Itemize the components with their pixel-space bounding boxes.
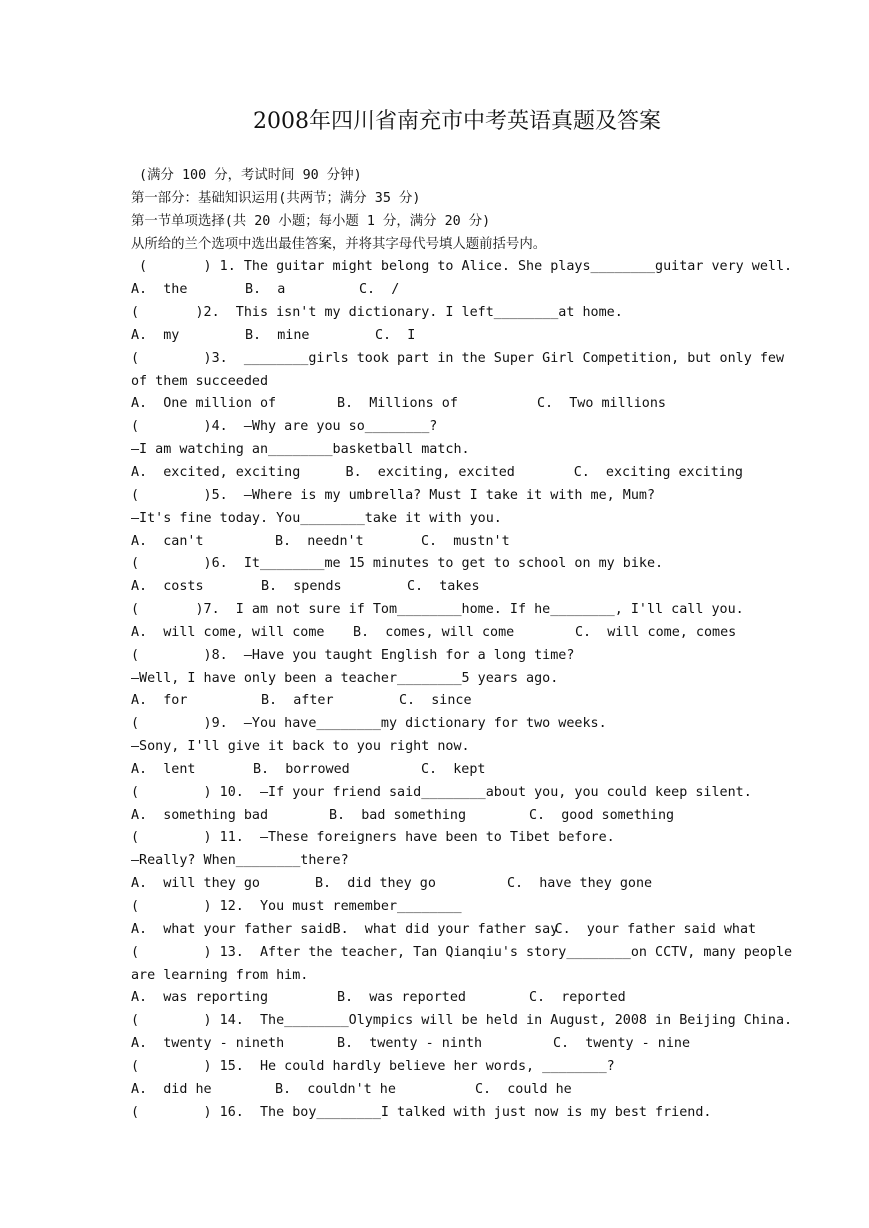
answer-option: B. borrowed [253, 761, 350, 777]
answer-options [131, 576, 743, 599]
question-stem: ( ) 14. The________Olympics will be held in August, 2008 in Beijing China. [131, 1013, 793, 1029]
answer-option: B. exciting, excited [345, 464, 515, 480]
question-stem: ( )2. This isn't my dictionary. I left________at home. [131, 305, 623, 321]
answer-options [131, 919, 757, 942]
question-stem: ( ) 16. The boy________I talked with just now is my best friend. [131, 1104, 712, 1120]
answer-option: A. something bad [131, 807, 269, 823]
question-stem: ( )8. —Have you taught English for a long time? [131, 647, 575, 663]
question-continuation: —It's fine today. You________take it with you. [131, 510, 502, 526]
answer-options [131, 462, 743, 485]
answer-option: C. will come, comes [575, 624, 737, 640]
answer-option: B. did they go [315, 876, 436, 892]
page-title: 2008年四川省南充市中考英语真题及答案 [253, 109, 661, 134]
answer-option: B. needn't [275, 533, 364, 549]
question-stem: ( ) 11. —These foreigners have been to Tibet before. [131, 830, 615, 846]
header-line: 第一部分：基础知识运用(共两节；满分 35 分) [131, 190, 421, 206]
answer-option: C. have they gone [507, 876, 653, 892]
question-continuation: —I am watching an________basketball match. [131, 442, 470, 458]
answer-option: C. takes [407, 579, 480, 595]
answer-option: C. twenty - nine [553, 1036, 691, 1052]
answer-option: A. was reporting [131, 990, 269, 1006]
question-continuation: are learning from him. [131, 967, 309, 983]
answer-option: C. your father said what [554, 921, 757, 937]
answer-options [131, 622, 743, 645]
answer-options [131, 759, 743, 782]
question-stem: ( )9. —You have________my dictionary for two weeks. [131, 716, 607, 732]
answer-options [131, 873, 743, 896]
answer-options [131, 987, 743, 1010]
answer-option: B. spends [261, 579, 342, 595]
answer-option: C. mustn't [421, 533, 510, 549]
answer-option: A. lent [131, 761, 196, 777]
question-stem: ( ) 15. He could hardly believe her words, ________? [131, 1058, 615, 1074]
answer-option: B. bad something [329, 807, 467, 823]
answer-option: C. / [359, 282, 400, 298]
answer-option: B. a [245, 282, 286, 298]
answer-option: B. what did your father say [332, 921, 559, 937]
question-stem: ( )3. ________girls took part in the Super Girl Competition, but only few [131, 350, 785, 366]
answer-option: A. the [131, 282, 188, 298]
question-stem: ( ) 12. You must remember________ [131, 899, 462, 914]
answer-option: A. my [131, 327, 180, 343]
answer-option: A. excited, exciting [131, 464, 301, 480]
answer-option: A. what your father said [131, 921, 333, 937]
answer-option: B. was reported [337, 990, 466, 1006]
answer-option: A. did he [131, 1081, 212, 1097]
question-stem: ( )7. I am not sure if Tom________home. If he________, I'll call you. [131, 602, 744, 618]
question-stem: ( ) 10. —If your friend said________about you, you could keep silent. [131, 784, 752, 800]
question-continuation: of them succeeded [131, 373, 269, 389]
answer-option: C. I [375, 327, 416, 343]
answer-options [131, 1079, 743, 1102]
answer-options [131, 531, 743, 554]
question-list [131, 256, 793, 1124]
answer-option: B. Millions of [337, 396, 458, 412]
answer-option: B. couldn't he [275, 1081, 396, 1097]
answer-option: C. reported [529, 990, 626, 1006]
answer-option: A. One million of [131, 396, 277, 412]
question-stem: ( ) 13. After the teacher, Tan Qianqiu's story________on CCTV, many people [131, 944, 793, 960]
answer-options [131, 1033, 743, 1056]
answer-option: C. could he [475, 1081, 572, 1097]
question-continuation: —Well, I have only been a teacher________5 years ago. [131, 670, 559, 686]
answer-option: C. exciting exciting [573, 464, 743, 480]
answer-option: A. costs [131, 579, 204, 595]
question-continuation: —Really? When________there? [131, 853, 349, 869]
answer-option: A. will they go [131, 876, 260, 892]
answer-option: C. kept [421, 761, 486, 777]
question-stem: ( )4. —Why are you so________? [131, 419, 438, 435]
question-continuation: —Sony, I'll give it back to you right now. [131, 739, 470, 755]
answer-option: A. can't [131, 533, 204, 549]
answer-option: C. since [399, 693, 472, 709]
answer-option: B. mine [245, 327, 310, 343]
answer-option: A. twenty - nineth [131, 1036, 285, 1052]
answer-option: B. after [261, 693, 334, 709]
question-stem: ( )5. —Where is my umbrella? Must I take it with me, Mum? [131, 487, 656, 503]
answer-options [131, 690, 743, 713]
header-line: 从所给的兰个选项中选出最佳答案，并将其字母代号填人题前括号内。 [131, 236, 547, 252]
answer-options [131, 805, 743, 828]
answer-option: B. comes, will come [353, 624, 515, 640]
document-body [131, 165, 793, 1124]
answer-options [131, 279, 743, 302]
answer-option: A. will come, will come [131, 624, 325, 640]
answer-options [131, 393, 743, 416]
header-line: (满分 100 分，考试时间 90 分钟) [131, 168, 362, 183]
answer-option: A. for [131, 693, 188, 709]
answer-options [131, 325, 743, 348]
header-line: 第一节单项选择(共 20 小题；每小题 1 分，满分 20 分) [131, 213, 491, 229]
answer-option: C. Two millions [537, 396, 666, 412]
question-stem: ( )6. It________me 15 minutes to get to school on my bike. [131, 556, 664, 572]
answer-option: B. twenty - ninth [337, 1036, 483, 1052]
question-stem: ( ) 1. The guitar might belong to Alice. She plays________guitar very well. [131, 259, 793, 275]
answer-option: C. good something [529, 807, 675, 823]
